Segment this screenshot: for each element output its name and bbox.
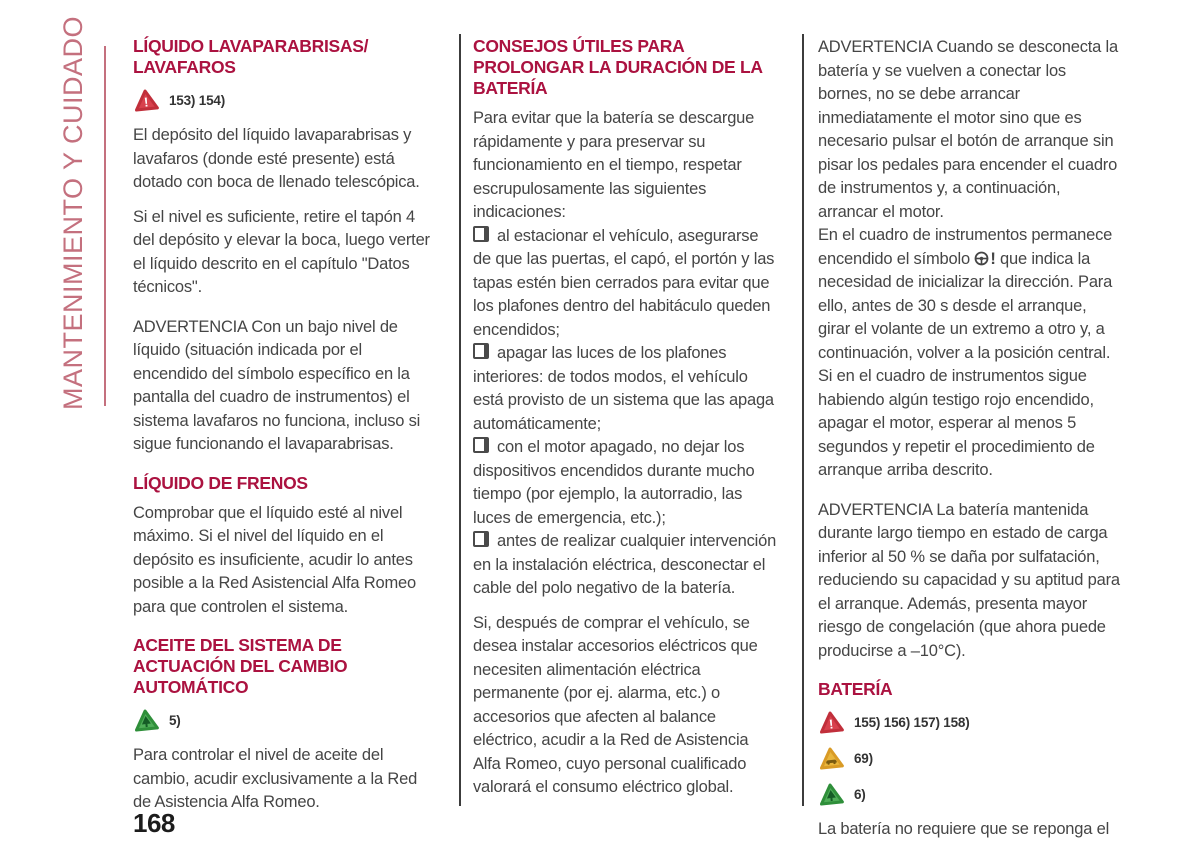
heading-gearbox-oil: ACEITE DEL SISTEMA DE ACTUACIÓN DEL CAMBIO AUTOMÁTICO	[133, 635, 348, 697]
heading-washer-fluid: LÍQUIDO LAVAPARABRISAS/ LAVAFAROS	[133, 36, 369, 77]
paragraph: Si, después de comprar el vehículo, se desea instalar accesorios eléctricos que necesiten alimentación eléctrica permanente (por ej. alarma, etc.) o accesorios que afecten al balance eléctrico, acudir a la Red de Asistencia Alfa Romeo, cuyo personal cualificado valorará el consumo eléctrico global.	[473, 613, 758, 796]
paragraph: Para evitar que la batería se descargue rápidamente y para preservar su funcionamiento en el tiempo, respetar escrupulosamente las siguientes indicaciones:	[473, 109, 755, 221]
column-divider	[802, 34, 804, 806]
paragraph: ADVERTENCIA La batería mantenida durante largo tiempo en estado de carga inferior al 50 % se daña por sulfatación, reduciendo su capacidad y su aptitud para el arranque. Además, presenta mayor riesgo de congelación (que ahora puede producirse a –10°C).	[818, 500, 1120, 660]
svg-text:!: !	[828, 716, 835, 732]
paragraph: ADVERTENCIA Cuando se desconecta la batería y se vuelven a conectar los bornes, no se debe arrancar inmediatamente el motor sino que es necesario pulsar el botón de arranque sin pisar los pedales para encender el cuadro de instrumentos y, a continuación, arrancar el motor.	[818, 38, 1118, 221]
bullet-item	[473, 436, 779, 530]
paragraph	[818, 224, 1120, 483]
warning-triangle-icon	[818, 710, 844, 734]
checkbox-bullet-icon	[473, 343, 489, 359]
reference-numbers: 6)	[854, 786, 866, 802]
bullet-item	[473, 530, 779, 601]
bullet-text: apagar las luces de los plafones interiores: de todos modos, el vehículo está provisto de un sistema que las apaga automáticamente;	[473, 344, 774, 433]
steering-wheel-symbol	[974, 250, 995, 268]
warning-triangle-icon	[133, 88, 159, 112]
paragraph: Si el nivel es suficiente, retire el tapón 4 del depósito y elevar la boca, luego verter el líquido descrito en el capítulo "Datos técnicos".	[133, 207, 430, 296]
paragraph: ADVERTENCIA Con un bajo nivel de líquido (situación indicada por el encendido del símbolo específico en la pantalla del cuadro de instrumentos) el sistema lavafaros no funciona, incluso si sigue funcionando el lavaparabrisas.	[133, 317, 421, 453]
reference-row	[133, 708, 433, 732]
sidebar-rule	[104, 46, 106, 406]
paragraph: La batería no requiere que se reponga el	[818, 820, 1110, 838]
exclamation-suffix: !	[990, 249, 996, 268]
eco-triangle-icon	[133, 708, 159, 732]
heading-battery-tips: CONSEJOS ÚTILES PARA PROLONGAR LA DURACIÓN DE LA BATERÍA	[473, 36, 763, 98]
checkbox-bullet-icon	[473, 437, 489, 453]
paragraph: Para controlar el nivel de aceite del cambio, acudir exclusivamente a la Red de Asistencia Alfa Romeo.	[133, 746, 418, 811]
column-divider	[459, 34, 461, 806]
bullet-text: antes de realizar cualquier intervención en la instalación eléctrica, desconectar el cable del polo negativo de la batería.	[473, 532, 777, 597]
reference-row	[818, 782, 1120, 806]
reference-numbers: 5)	[169, 712, 181, 728]
page-number: 168	[133, 808, 175, 838]
bullet-item	[473, 225, 779, 343]
bullet-item	[473, 342, 779, 436]
reference-numbers: 153) 154)	[169, 92, 225, 108]
column-right	[818, 34, 1120, 838]
reference-numbers: 155) 156) 157) 158)	[854, 714, 970, 730]
chapter-title-vertical: MANTENIMIENTO Y CUIDADO	[58, 15, 88, 410]
paragraph-text: que indica la necesidad de inicializar la dirección. Para ello, antes de 30 s desde el arranque, girar el volante de un extremo a otro y, a continuación, volver a la posición central. Si en el cuadro de instrumentos sigue habiendo algún testigo rojo encendido, apagar el motor, esperar al menos 5 segundos y repetir el procedimiento de arranque arriba descrito.	[818, 249, 1113, 479]
bullet-text: al estacionar el vehículo, asegurarse de que las puertas, el capó, el portón y las tapas estén bien cerrados para evitar que los plafones dentro del habitáculo queden encendidos;	[473, 226, 775, 339]
checkbox-bullet-icon	[473, 531, 489, 547]
svg-text:!: !	[143, 94, 150, 110]
caution-triangle-icon	[818, 746, 844, 770]
eco-triangle-icon	[818, 782, 844, 806]
column-middle	[473, 34, 779, 806]
reference-row	[818, 710, 1120, 734]
column-left	[133, 34, 433, 811]
reference-row	[818, 746, 1120, 770]
steering-wheel-icon	[974, 251, 990, 266]
paragraph-text: En el cuadro de instrumentos permanece encendido el símbolo	[818, 226, 1113, 268]
paragraph: Comprobar que el líquido esté al nivel máximo. Si el nivel del líquido en el depósito es insuficiente, acudir lo antes posible a la Red Asistencial Alfa Romeo para que controlen el sistema.	[133, 503, 416, 616]
paragraph: El depósito del líquido lavaparabrisas y lavafaros (donde esté presente) está dotado con boca de llenado telescópica.	[133, 126, 420, 191]
reference-numbers: 69)	[854, 750, 873, 766]
heading-brake-fluid: LÍQUIDO DE FRENOS	[133, 472, 308, 493]
checkbox-bullet-icon	[473, 226, 489, 242]
heading-battery: BATERÍA	[818, 679, 893, 699]
bullet-text: con el motor apagado, no dejar los dispositivos encendidos durante mucho tiempo (por ejemplo, la autorradio, las luces de emergencia, etc.);	[473, 438, 755, 527]
reference-row	[133, 88, 433, 112]
